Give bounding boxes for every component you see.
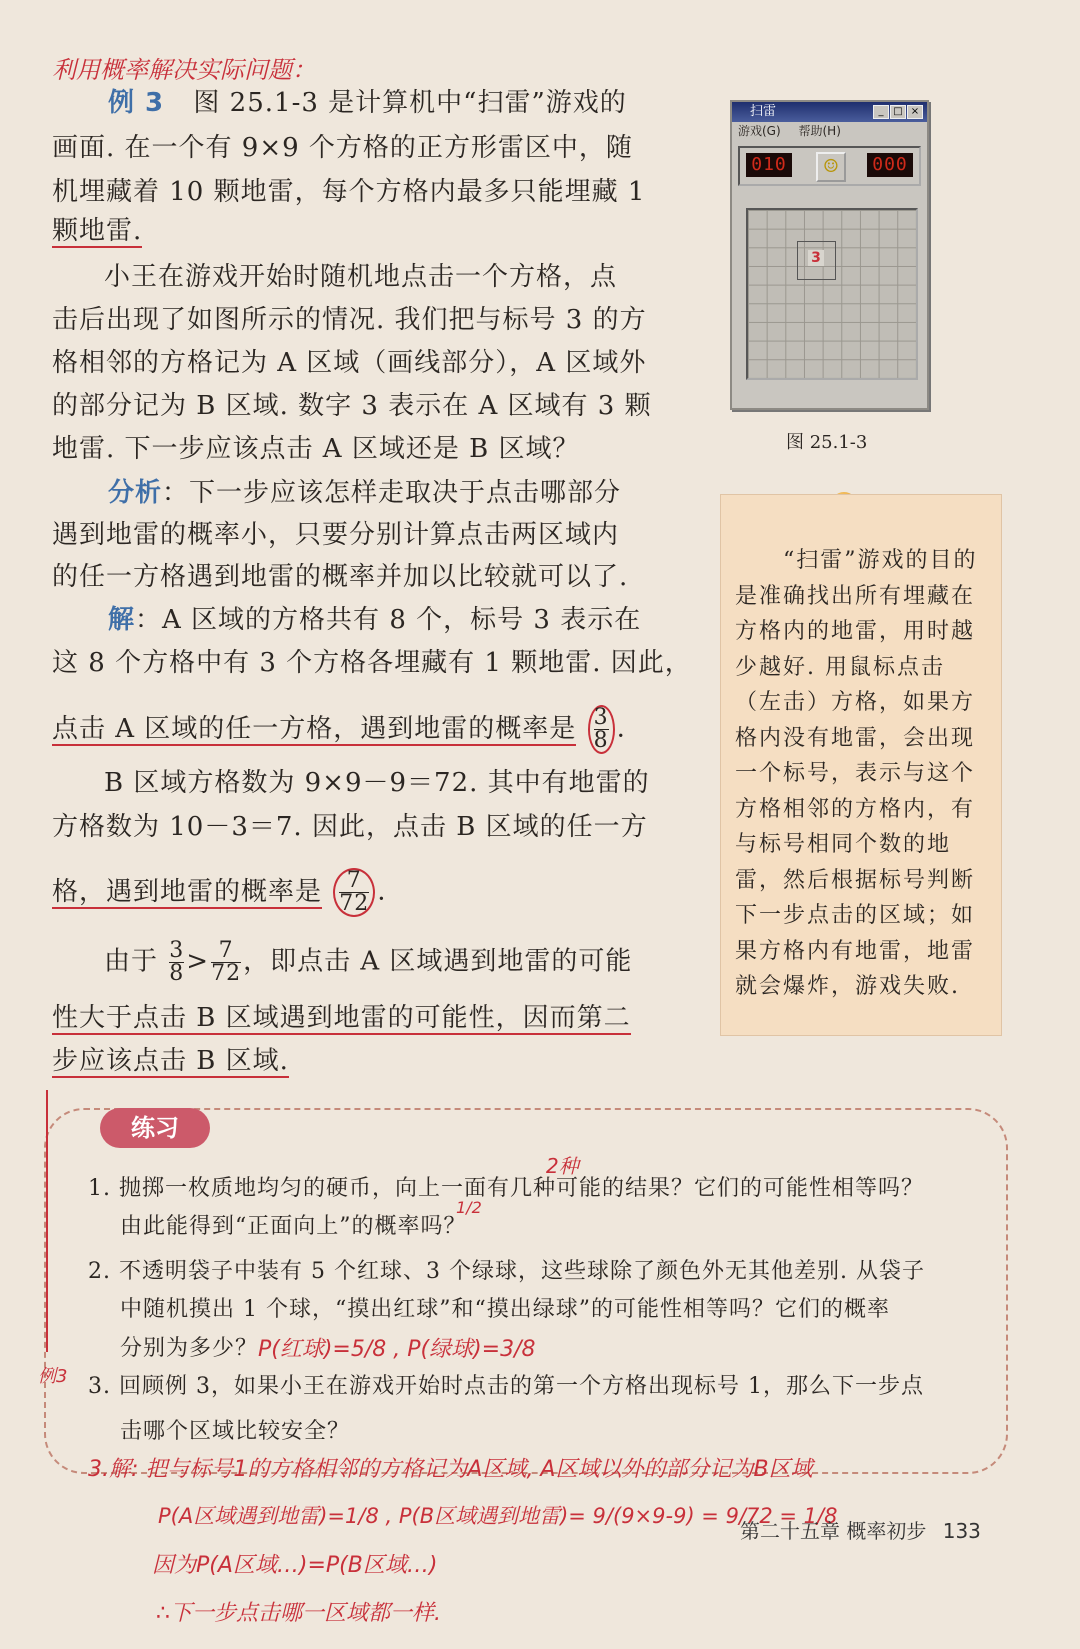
fraction-b-2: [211, 940, 241, 985]
chapter-title: 第二十五章 概率初步: [740, 1519, 927, 1543]
p1-line-2: 画面. 在一个有 9×9 个方格的正方形雷区中，随: [52, 133, 633, 163]
grid-cell-number: 3: [808, 250, 824, 266]
fraction-a2-den: 8: [169, 961, 185, 986]
p2-line-5: 地雷. 下一步应该点击 A 区域还是 B 区域？: [52, 434, 580, 464]
solution-line-3: 点击 A 区域的任一方格，遇到地雷的概率是 $\frac{3}{8}$ .: [52, 705, 626, 753]
mine-grid: [746, 208, 918, 380]
window-menubar: [732, 122, 927, 140]
solution-line-1: [108, 605, 641, 635]
figure-caption: 图 25.1-3: [786, 432, 868, 453]
solution-text-1: ：A 区域的方格共有 8 个，标号 3 表示在: [135, 605, 642, 635]
analysis-line-1: [108, 478, 621, 508]
p2-line-2: 击后出现了如图所示的情况. 我们把与标号 3 的方: [52, 305, 647, 335]
q1-line-2: 由此能得到“正面向上”的概率吗？: [120, 1214, 467, 1239]
q3-line-2: 击哪个区域比较安全？: [120, 1419, 351, 1444]
p1-line-3: 机埋藏着 10 颗地雷，每个方格内最多只能埋藏 1: [52, 177, 646, 207]
close-icon: ×: [907, 105, 923, 119]
minesweeper-window: [730, 100, 929, 410]
maximize-icon: □: [890, 105, 906, 119]
compare-line-2: 性大于点击 B 区域遇到地雷的可能性，因而第二: [52, 1003, 631, 1033]
solution-line-2: 这 8 个方格中有 3 个方格各埋藏有 1 颗地雷. 因此，: [52, 648, 692, 678]
status-panel: [738, 146, 921, 186]
compare-line-3: 步应该点击 B 区域.: [52, 1046, 289, 1076]
q2-line-1: 2. 不透明袋子中装有 5 个红球、3 个绿球，这些球除了颜色外无其他差别. 从袋子: [88, 1259, 925, 1284]
handwritten-ex2-answer: P(红球)=5/8 , P(绿球)=3/8: [258, 1337, 536, 1362]
fraction-b-num: 7: [346, 868, 362, 893]
fraction-a-den: 8: [593, 728, 609, 753]
q2-line-2: 中随机摸出 1 个球，“摸出红球”和“摸出绿球”的可能性相等吗？它们的概率: [120, 1297, 890, 1322]
handwritten-side-label: 例3: [38, 1366, 68, 1387]
analysis-label: 分析: [108, 478, 163, 508]
menu-game: 游戏(G): [738, 124, 781, 138]
compare-post: ，即点击 A 区域遇到地雷的可能: [243, 946, 633, 977]
smiley-face-icon: ☺: [816, 152, 846, 182]
handwritten-solution-4: ∴下一步点击哪一区域都一样.: [156, 1601, 441, 1626]
example-line-1: [52, 88, 627, 118]
q3-line-1: 3. 回顾例 3，如果小王在游戏开始时点击的第一个方格出现标号 1，那么下一步点: [88, 1374, 924, 1399]
q2-line-3: 分别为多少？: [120, 1336, 259, 1361]
b-line-3: 格，遇到地雷的概率是 $\frac{7}{72}$ .: [52, 868, 387, 916]
sidebar-note-text: “扫雷”游戏的目的是准确找出所有埋藏在方格内的地雷，用时越少越好. 用鼠标点击（左击）方格，如果方格内没有地雷，会出现一个标号，表示与这个方格相邻的方格内，有与标号相同个数的地雷，然后根据标号判断下一步点击的区域；如果方格内有地雷，地雷就会爆炸，游戏失败.: [735, 548, 978, 999]
solution-text-3: 点击 A 区域的任一方格，遇到地雷的概率是: [52, 713, 577, 744]
p1-line-1: 图 25.1-3 是计算机中“扫雷”游戏的: [193, 88, 627, 118]
compare-gt: >: [186, 946, 210, 977]
exercise-label: 练习: [100, 1108, 210, 1148]
compare-line-1: [104, 940, 632, 985]
fraction-b: [333, 868, 375, 917]
handwritten-two-kinds: 2种: [546, 1154, 579, 1178]
handwritten-half: 1/2: [456, 1198, 482, 1217]
mine-counter: 010: [746, 153, 792, 177]
handwritten-solution-1: 3.解: 把与标号1的方格相邻的方格记为A区域, A区域以外的部分记为B区域: [88, 1457, 813, 1482]
p2-line-1: 小王在游戏开始时随机地点击一个方格，点: [104, 262, 618, 292]
q1-line-1: 1. 抛掷一枚质地均匀的硬币，向上一面有几种可能的结果？它们的可能性相等吗？: [88, 1176, 924, 1201]
window-titlebar: [732, 102, 927, 122]
fraction-b-den: 72: [339, 891, 370, 916]
fraction-a-2: [169, 940, 184, 985]
b-line-2: 方格数为 10－3＝7. 因此，点击 B 区域的任一方: [52, 812, 648, 842]
p1-line-4: 颗地雷.: [52, 216, 143, 246]
p2-line-4: 的部分记为 B 区域. 数字 3 表示在 A 区域有 3 颗: [52, 391, 652, 421]
solution-label: 解: [108, 605, 136, 635]
analysis-text-1: ：下一步应该怎样走取决于点击哪部分: [162, 478, 622, 508]
handwritten-solution-3: 因为P(A区域…)=P(B区域…): [152, 1553, 438, 1578]
analysis-line-3: 的任一方格遇到地雷的概率并加以比较就可以了.: [52, 562, 629, 592]
example-label: 例 3: [108, 88, 165, 118]
handwritten-heading: 利用概率解决实际问题：: [52, 56, 316, 84]
fraction-a2-num: 3: [169, 938, 185, 963]
fraction-a-num: 3: [593, 705, 609, 730]
handwritten-arrow: [46, 1090, 48, 1352]
fraction-a: [588, 705, 615, 754]
handwritten-solution-2: P(A区域遇到地雷)=1/8 , P(B区域遇到地雷)= 9/(9×9-9) = 9/72 = 1/8: [158, 1504, 838, 1528]
b-line-1: B 区域方格数为 9×9－9＝72. 其中有地雷的: [104, 768, 650, 798]
minimize-icon: _: [873, 105, 889, 119]
page-number: 133: [942, 1519, 981, 1543]
analysis-line-2: 遇到地雷的概率小，只要分别计算点击两区域内: [52, 520, 620, 550]
fraction-b2-num: 7: [218, 938, 234, 963]
window-title: 扫雷: [750, 104, 777, 119]
b-text-3: 格，遇到地雷的概率是: [52, 876, 323, 907]
timer-display: 000: [867, 153, 913, 177]
fraction-b2-den: 72: [211, 961, 242, 986]
sidebar-note: [720, 494, 1002, 1036]
menu-help: 帮助(H): [798, 124, 841, 138]
p2-line-3: 格相邻的方格记为 A 区域（画线部分），A 区域外: [52, 348, 647, 378]
page-footer: [740, 1515, 981, 1544]
compare-pre: 由于: [104, 946, 159, 977]
